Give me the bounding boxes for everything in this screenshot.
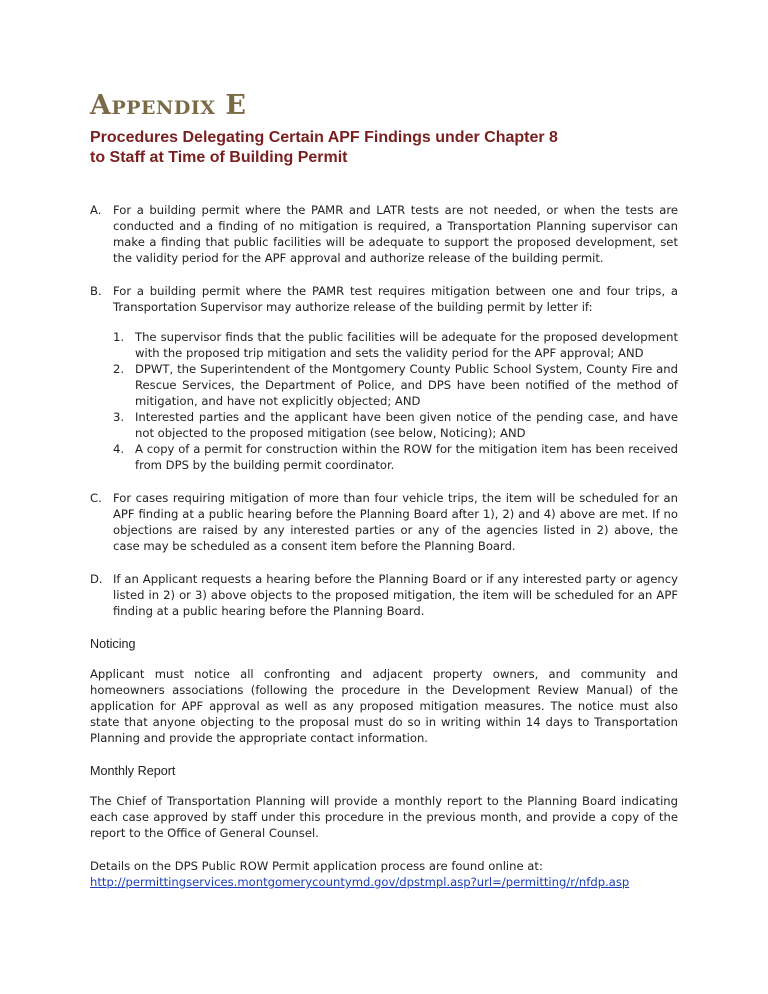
list-text: The supervisor finds that the public facilities will be adequate for the proposed development with the proposed trip mitigation and sets the validity period for the APF approval; AND: [135, 330, 678, 360]
list-text: DPWT, the Superintendent of the Montgomery County Public School System, County Fire and Rescue Services, the Department of Police, and DPS have been notified of the method of mitigation, and have not explicitly objected; AND: [135, 362, 678, 408]
item-b: [90, 283, 678, 473]
item-marker: C.: [90, 491, 102, 505]
item-body: [113, 283, 678, 473]
list-text: Interested parties and the applicant have been given notice of the pending case, and have not objected to the proposed mitigation (see below, Noticing); AND: [135, 410, 678, 440]
document-page: [90, 88, 678, 890]
details-text: Details on the DPS Public ROW Permit application process are found online at:: [90, 859, 543, 873]
item-text: If an Applicant requests a hearing before the Planning Board or if any interested party or agency listed in 2) or 3) above objects to the proposed mitigation, the item will be scheduled for an APF finding at a public hearing before the Planning Board.: [113, 572, 678, 618]
list-item: [113, 329, 678, 361]
monthly-report-text: The Chief of Transportation Planning will provide a monthly report to the Planning Board indicating each case approved by staff under this procedure in the previous month, and provide a copy of the report to the Office of General Counsel.: [90, 794, 678, 840]
noticing-heading: Noticing: [90, 637, 136, 651]
dps-permit-link[interactable]: http://permittingservices.montgomerycountymd.gov/dpstmpl.asp?url=/permitting/r/nfdp.asp: [90, 875, 630, 889]
list-number: 3.: [113, 410, 125, 424]
item-marker: A.: [90, 203, 102, 217]
appendix-title: Appendix E: [90, 90, 247, 121]
list-number: 1.: [113, 330, 125, 344]
list-text: A copy of a permit for construction within the ROW for the mitigation item has been received from DPS by the building permit coordinator.: [135, 442, 678, 472]
item-a: [90, 202, 678, 266]
list-number: 2.: [113, 362, 125, 376]
monthly-report-heading: Monthly Report: [90, 764, 176, 778]
item-text: For a building permit where the PAMR and LATR tests are not needed, or when the tests are conducted and a finding of no mitigation is required, a Transportation Planning supervisor can make a finding that public facilities will be adequate to support the proposed development, set the validity period for the APF approval and authorize release of the building permit.: [113, 203, 678, 265]
list-item: [113, 409, 678, 441]
item-d: [90, 571, 678, 619]
numbered-list: [113, 329, 678, 473]
subtitle-line-2: to Staff at Time of Building Permit: [90, 149, 348, 166]
item-marker: B.: [90, 284, 102, 298]
item-marker: D.: [90, 572, 103, 586]
list-item: [113, 361, 678, 409]
list-number: 4.: [113, 442, 125, 456]
details-paragraph: [90, 858, 678, 890]
list-item: [113, 441, 678, 473]
item-text: For cases requiring mitigation of more than four vehicle trips, the item will be scheduled for an APF finding at a public hearing before the Planning Board after 1), 2) and 4) above are met. If no objections are raised by any interested parties or any of the agencies listed in 2) above, the case may be scheduled as a consent item before the Planning Board.: [113, 491, 678, 553]
subtitle-line-1: Procedures Delegating Certain APF Findings under Chapter 8: [90, 129, 558, 146]
item-text: For a building permit where the PAMR test requires mitigation between one and four trips, a Transportation Supervisor may authorize release of the building permit by letter if:: [113, 284, 678, 314]
document-subtitle: [90, 128, 678, 168]
item-c: [90, 490, 678, 554]
noticing-text: Applicant must notice all confronting and adjacent property owners, and community and homeowners associations (following the procedure in the Development Review Manual) of the application for APF approval as well as any proposed mitigation measures. The notice must also state that anyone objecting to the proposal must do so in writing within 14 days to Transportation Planning and provide the appropriate contact information.: [90, 667, 678, 745]
